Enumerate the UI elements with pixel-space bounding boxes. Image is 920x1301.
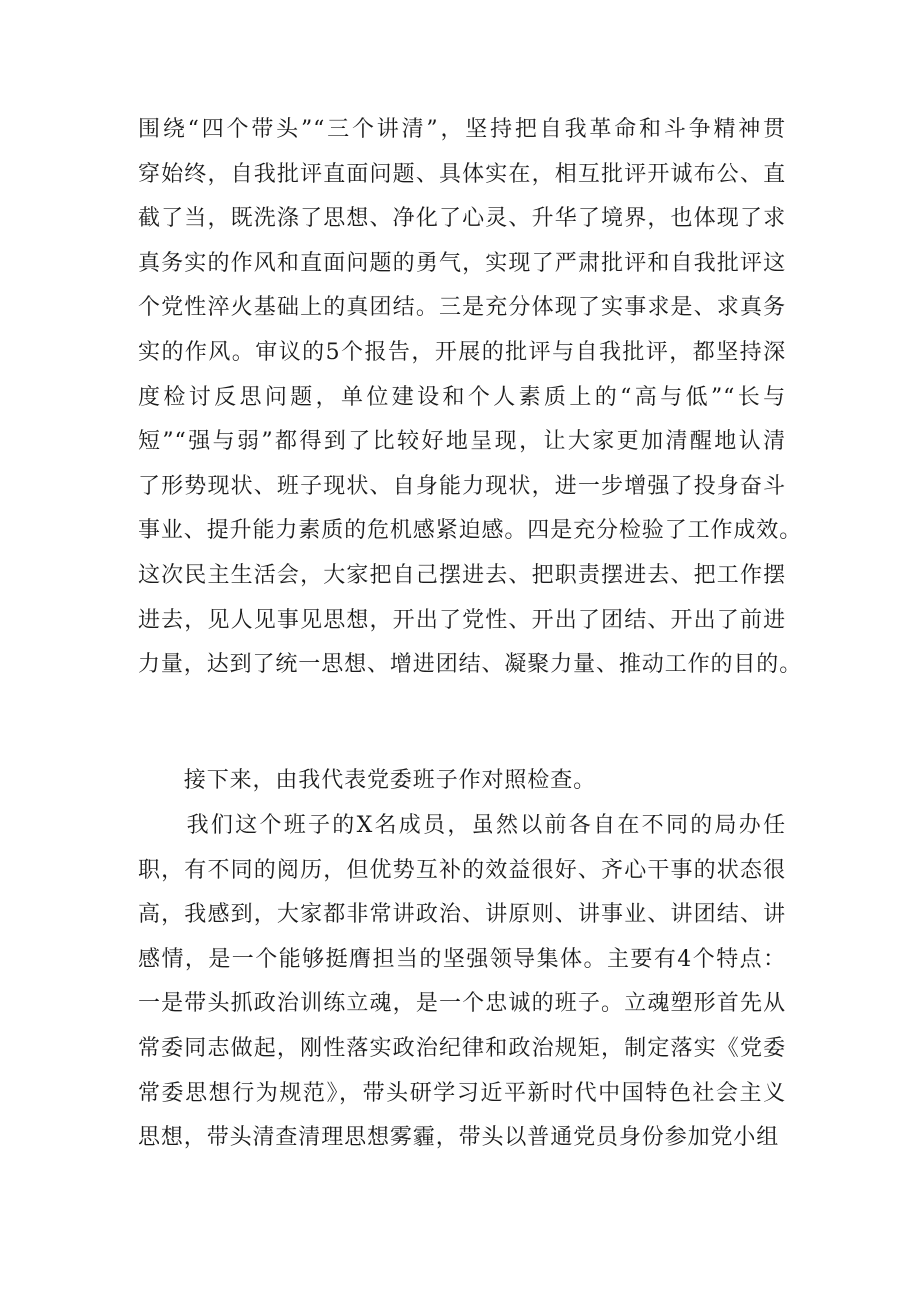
text-line: 接下来，由我代表党委班子作对照检查。 bbox=[138, 768, 597, 793]
text-line: 高，我感到，大家都非常讲政治、讲原则、讲事业、讲团结、讲 bbox=[138, 902, 786, 928]
text-line: 这次民主生活会，大家把自己摆进去、把职责摆进去、把工作摆 bbox=[138, 562, 786, 588]
text-line: 一是带头抓政治训练立魂，是一个忠诚的班子。立魂塑形首先从 bbox=[138, 991, 786, 1017]
text-line: 围绕“四个带头”“三个讲清”，坚持把自我革命和斗争精神贯 bbox=[138, 117, 786, 142]
text-line: 度检讨反思问题，单位建设和个人素质上的“高与低”“长与 bbox=[138, 384, 786, 410]
text-line: 事业、提升能力素质的危机感紧迫感。四是充分检验了工作成效。 bbox=[138, 518, 803, 544]
text-line: 穿始终，自我批评直面问题、具体实在，相互批评开诚布公、直 bbox=[138, 161, 786, 187]
text-line: 力量，达到了统一思想、增进团结、凝聚力量、推动工作的目的。 bbox=[138, 652, 803, 678]
body-paragraph-3 bbox=[138, 804, 786, 1161]
text-line: 常委思想行为规范》，带头研学习近平新时代中国特色社会主义 bbox=[138, 1080, 786, 1106]
body-paragraph-1 bbox=[138, 108, 803, 688]
text-line: 真务实的作风和直面问题的勇气，实现了严肃批评和自我批评这 bbox=[138, 250, 786, 276]
text-line: 感情，是一个能够挺膺担当的坚强领导集体。主要有4个特点： bbox=[138, 946, 786, 972]
text-line: 个党性淬火基础上的真团结。三是充分体现了实事求是、求真务 bbox=[138, 295, 786, 321]
text-line: 了形势现状、班子现状、自身能力现状，进一步增强了投身奋斗 bbox=[138, 473, 786, 499]
text-line: 职，有不同的阅历，但优势互补的效益很好、齐心干事的状态很 bbox=[138, 857, 786, 883]
body-paragraph-2 bbox=[138, 759, 786, 804]
text-line: 我们这个班子的X名成员，虽然以前各自在不同的局办任 bbox=[138, 813, 786, 838]
text-line: 思想，带头清查清理思想雾霾，带头以普通党员身份参加党小组 bbox=[138, 1125, 780, 1151]
text-line: 实的作风。审议的5个报告，开展的批评与自我批评，都坚持深 bbox=[138, 339, 786, 365]
text-line: 进去，见人见事见思想，开出了党性、开出了团结、开出了前进 bbox=[138, 607, 786, 633]
text-line: 常委同志做起，刚性落实政治纪律和政治规矩，制定落实《党委 bbox=[138, 1035, 786, 1061]
text-line: 截了当，既洗涤了思想、净化了心灵、升华了境界，也体现了求 bbox=[138, 206, 786, 232]
text-line: 短”“强与弱”都得到了比较好地呈现，让大家更加清醒地认清 bbox=[138, 429, 786, 455]
